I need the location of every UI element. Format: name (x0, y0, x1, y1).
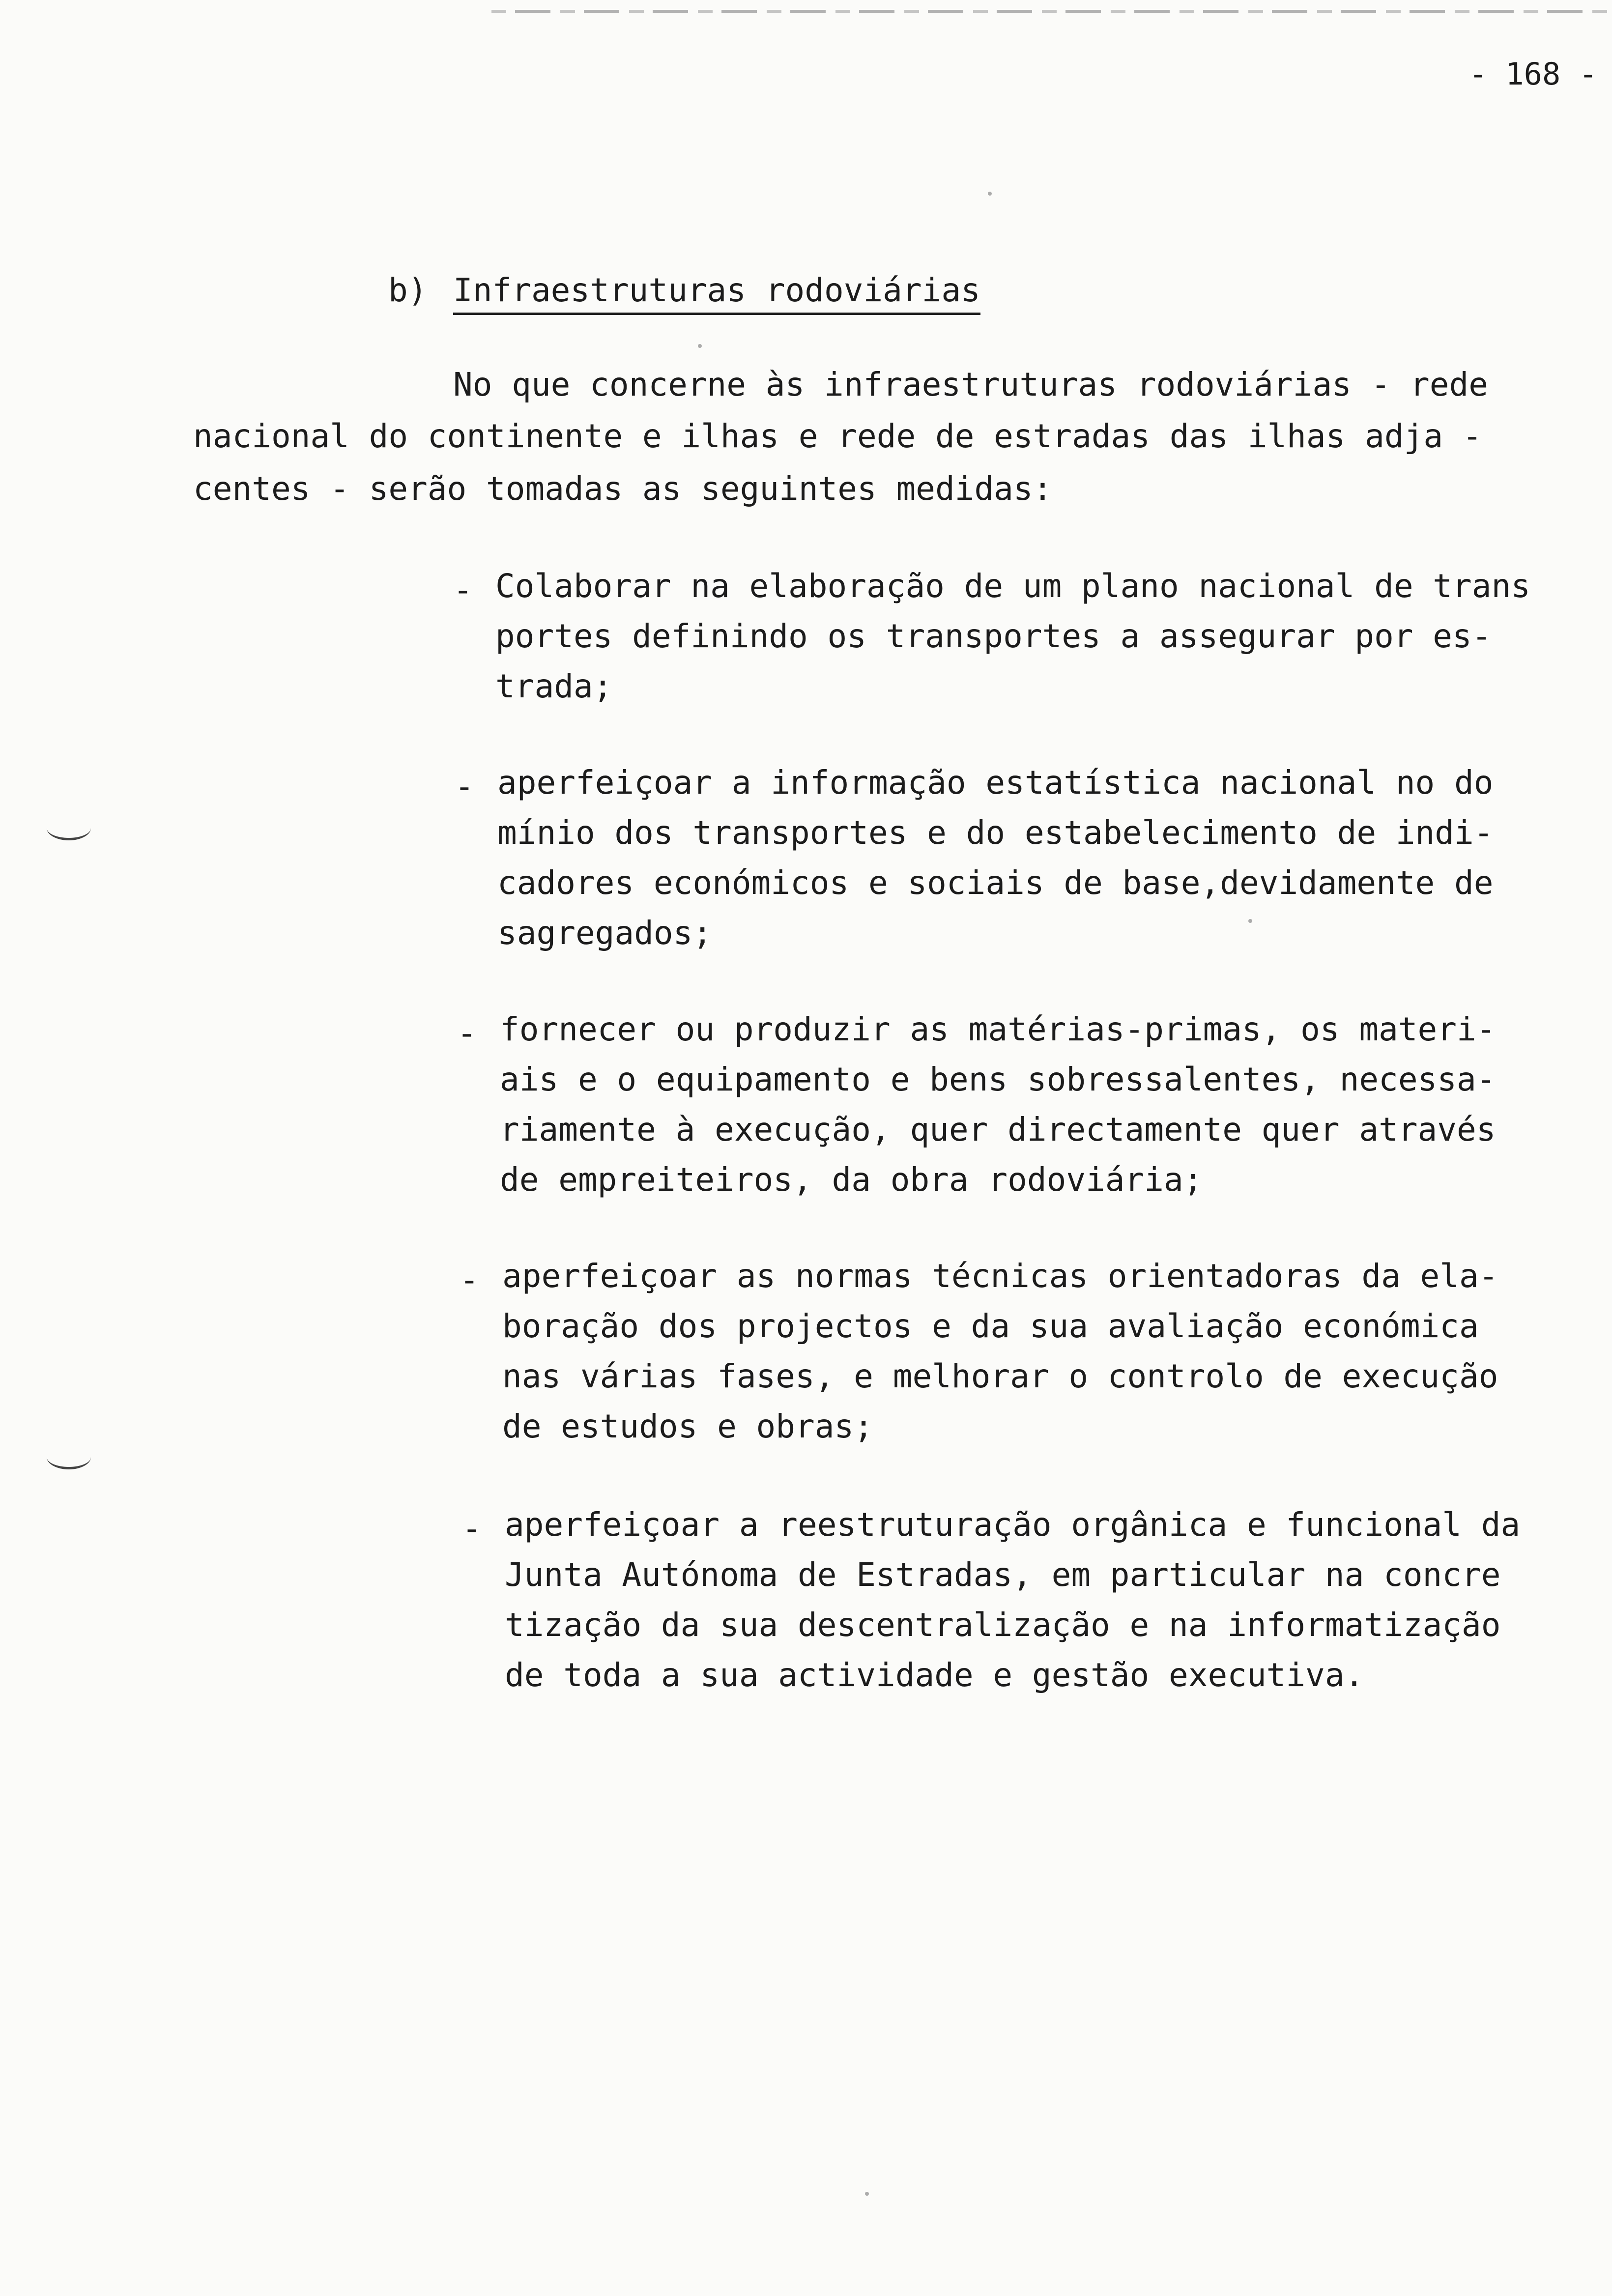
item-line: aperfeiçoar a informação estatística nacional no do (497, 764, 1494, 802)
item-line: sagregados; (497, 914, 713, 952)
item-line: mínio dos transportes e do estabelecimento de indi- (497, 814, 1494, 852)
page-number: - 168 - (1468, 56, 1597, 92)
item-line: aperfeiçoar a reestruturação orgânica e funcional da (505, 1506, 1521, 1544)
margin-punch-mark (47, 816, 91, 840)
section-title: Infraestruturas rodoviárias (453, 274, 980, 315)
item-line: trada; (495, 667, 613, 705)
bullet-dash: - (457, 1014, 477, 1052)
intro-line: No que concerne às infraestruturas rodoviárias - rede (453, 366, 1488, 403)
scan-speck (1248, 919, 1252, 923)
item-line: portes definindo os transportes a assegurar por es- (495, 617, 1492, 655)
item-line: nas várias fases, e melhorar o controlo de execução (502, 1357, 1498, 1395)
item-line: aperfeiçoar as normas técnicas orientadoras da ela- (502, 1257, 1498, 1295)
bullet-dash: - (455, 768, 474, 805)
intro-line: nacional do continente e ilhas e rede de estradas das ilhas adja - (193, 417, 1482, 455)
item-line: de toda a sua actividade e gestão executiva. (505, 1656, 1364, 1694)
scan-speck (698, 344, 702, 348)
scan-top-edge (491, 10, 1607, 13)
bullet-dash: - (453, 571, 473, 609)
item-line: Junta Autónoma de Estradas, em particular na concre (505, 1556, 1501, 1594)
item-line: ais e o equipamento e bens sobressalentes, necessa- (500, 1061, 1496, 1098)
item-line: de empreiteiros, da obra rodoviária; (500, 1161, 1203, 1199)
bullet-dash: - (460, 1261, 479, 1299)
item-line: fornecer ou produzir as matérias-primas, os materi- (500, 1010, 1496, 1048)
item-line: riamente à execução, quer directamente quer através (500, 1111, 1496, 1148)
intro-line: centes - serão tomadas as seguintes medidas: (193, 470, 1053, 508)
bullet-dash: - (462, 1510, 482, 1548)
section-label: b) (388, 271, 428, 309)
item-line: de estudos e obras; (502, 1407, 873, 1445)
scan-speck (865, 2192, 869, 2196)
margin-punch-mark (47, 1445, 91, 1469)
scan-speck (988, 192, 992, 196)
item-line: cadores económicos e sociais de base,devidamente de (497, 864, 1494, 902)
item-line: Colaborar na elaboração de um plano nacional de trans (495, 567, 1530, 605)
item-line: tização da sua descentralização e na informatização (505, 1606, 1501, 1644)
item-line: boração dos projectos e da sua avaliação económica (502, 1307, 1479, 1345)
